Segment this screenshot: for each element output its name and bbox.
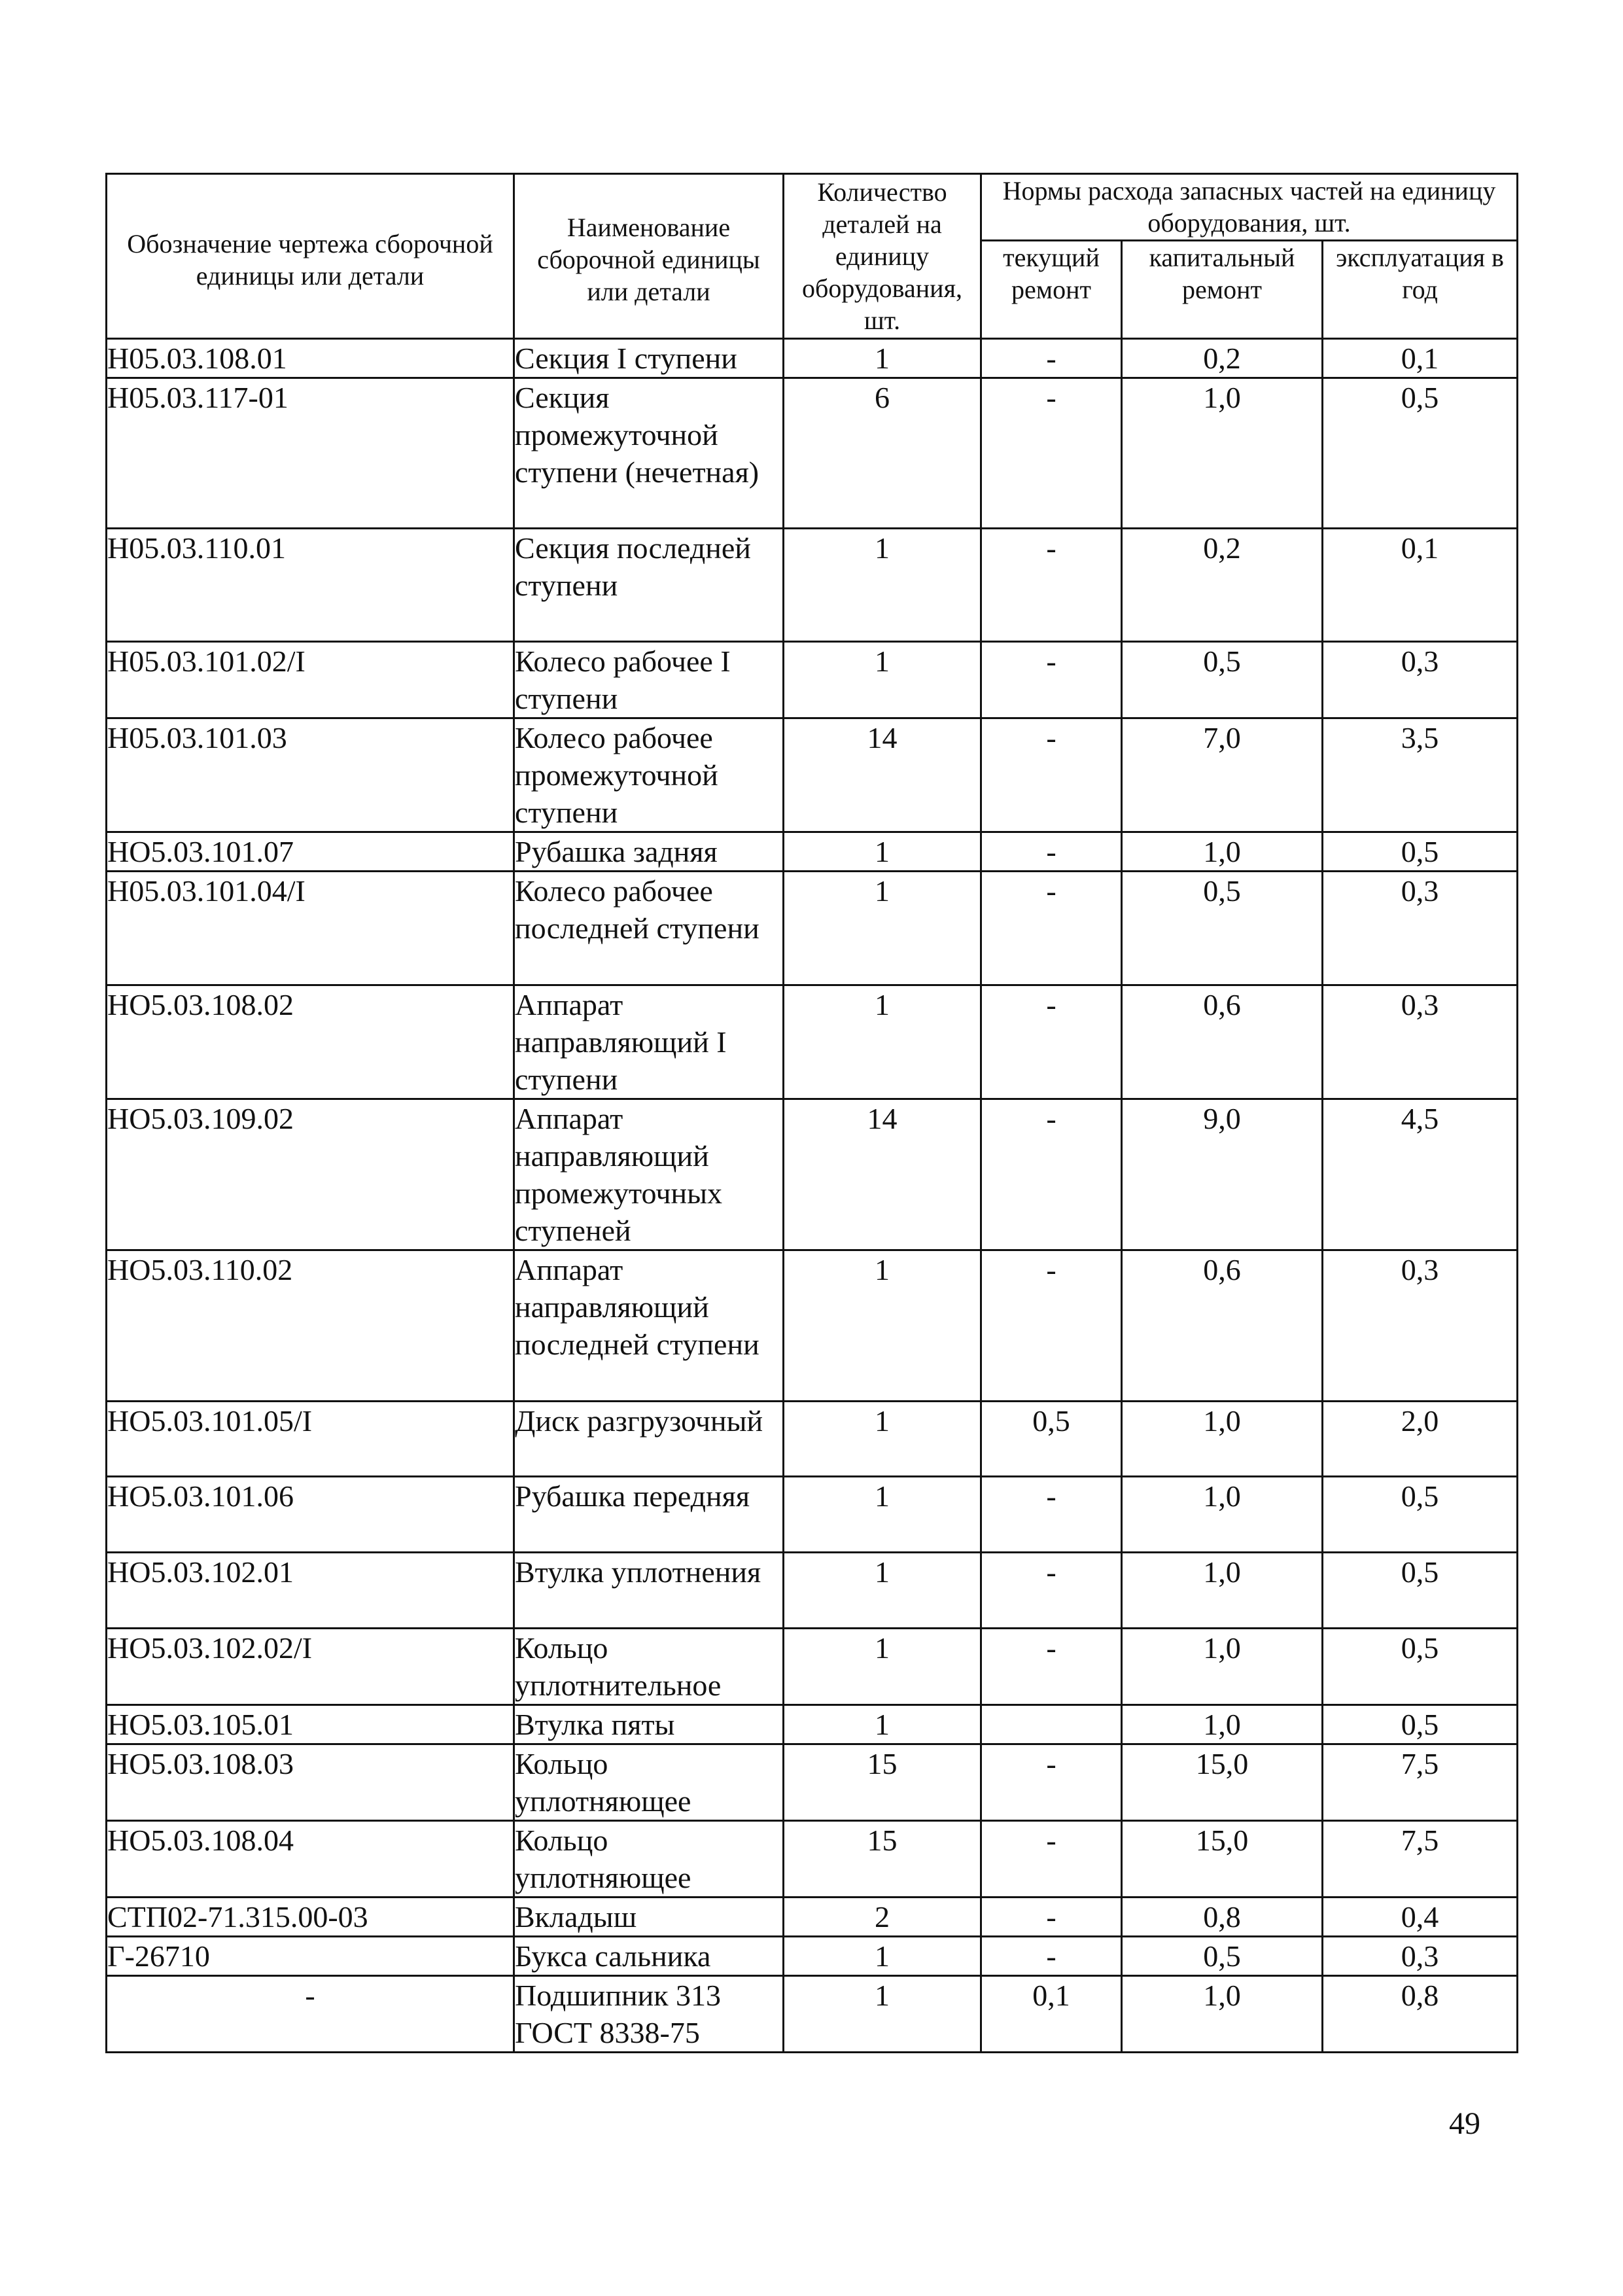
drawing-code-cell: НО5.03.101.05/I bbox=[107, 1402, 514, 1477]
current-repair-cell: - bbox=[981, 1898, 1122, 1937]
quantity-cell: 6 bbox=[784, 378, 981, 529]
part-name-cell: Рубашка передняя bbox=[514, 1477, 784, 1553]
drawing-code-cell: НО5.03.102.01 bbox=[107, 1553, 514, 1629]
part-name-cell: Втулка пяты bbox=[514, 1705, 784, 1744]
quantity-cell: 15 bbox=[784, 1821, 981, 1898]
operation-per-year-cell: 0,5 bbox=[1323, 1553, 1518, 1629]
quantity-cell: 1 bbox=[784, 1477, 981, 1553]
operation-per-year-cell: 0,4 bbox=[1323, 1898, 1518, 1937]
part-name-cell: Секция промежуточной ступени (нечетная) bbox=[514, 378, 784, 529]
page-number: 49 bbox=[1449, 2106, 1480, 2141]
current-repair-cell: - bbox=[981, 642, 1122, 718]
operation-per-year-cell: 0,1 bbox=[1323, 339, 1518, 378]
operation-per-year-cell: 7,5 bbox=[1323, 1744, 1518, 1821]
current-repair-cell: 0,1 bbox=[981, 1976, 1122, 2053]
quantity-cell: 1 bbox=[784, 1402, 981, 1477]
drawing-code-cell: НО5.03.108.02 bbox=[107, 985, 514, 1099]
capital-repair-cell: 1,0 bbox=[1122, 378, 1323, 529]
part-name-cell: Подшипник 313 ГОСТ 8338-75 bbox=[514, 1976, 784, 2053]
capital-repair-cell: 1,0 bbox=[1122, 1477, 1323, 1553]
current-repair-cell: - bbox=[981, 339, 1122, 378]
table-row bbox=[107, 1402, 1518, 1477]
capital-repair-cell: 0,5 bbox=[1122, 1937, 1323, 1976]
header-drawing-code: Обозначение чертежа сборочной единицы или детали bbox=[107, 174, 514, 339]
capital-repair-cell: 0,6 bbox=[1122, 985, 1323, 1099]
current-repair-cell: - bbox=[981, 1250, 1122, 1402]
operation-per-year-cell: 0,5 bbox=[1323, 832, 1518, 872]
table-row bbox=[107, 1898, 1518, 1937]
quantity-cell: 14 bbox=[784, 1099, 981, 1250]
current-repair-cell: - bbox=[981, 985, 1122, 1099]
quantity-cell: 1 bbox=[784, 529, 981, 642]
drawing-code-cell: Н05.03.101.04/I bbox=[107, 872, 514, 985]
table-row bbox=[107, 642, 1518, 718]
operation-per-year-cell: 0,5 bbox=[1323, 1705, 1518, 1744]
quantity-cell: 2 bbox=[784, 1898, 981, 1937]
operation-per-year-cell: 0,3 bbox=[1323, 642, 1518, 718]
quantity-cell: 1 bbox=[784, 1553, 981, 1629]
header-consumption-norms: Нормы расхода запасных частей на единицу оборудования, шт. bbox=[981, 174, 1518, 241]
operation-per-year-cell: 4,5 bbox=[1323, 1099, 1518, 1250]
header-quantity: Количество деталей на единицу оборудования, шт. bbox=[784, 174, 981, 339]
drawing-code-cell: НО5.03.101.07 bbox=[107, 832, 514, 872]
quantity-cell: 1 bbox=[784, 1705, 981, 1744]
header-capital-repair: капитальный ремонт bbox=[1122, 241, 1323, 339]
table-row bbox=[107, 1937, 1518, 1976]
table-body bbox=[107, 339, 1518, 2053]
capital-repair-cell: 1,0 bbox=[1122, 832, 1323, 872]
operation-per-year-cell: 0,3 bbox=[1323, 1937, 1518, 1976]
drawing-code-cell: НО5.03.105.01 bbox=[107, 1705, 514, 1744]
part-name-cell: Колесо рабочее I ступени bbox=[514, 642, 784, 718]
current-repair-cell: - bbox=[981, 1821, 1122, 1898]
operation-per-year-cell: 2,0 bbox=[1323, 1402, 1518, 1477]
part-name-cell: Кольцо уплотнительное bbox=[514, 1629, 784, 1705]
drawing-code-cell: НО5.03.110.02 bbox=[107, 1250, 514, 1402]
capital-repair-cell: 1,0 bbox=[1122, 1629, 1323, 1705]
quantity-cell: 1 bbox=[784, 872, 981, 985]
operation-per-year-cell: 0,3 bbox=[1323, 985, 1518, 1099]
part-name-cell: Аппарат направляющий последней ступени bbox=[514, 1250, 784, 1402]
current-repair-cell: - bbox=[981, 1477, 1122, 1553]
drawing-code-cell: Н05.03.101.02/I bbox=[107, 642, 514, 718]
capital-repair-cell: 1,0 bbox=[1122, 1976, 1323, 2053]
operation-per-year-cell: 0,1 bbox=[1323, 529, 1518, 642]
part-name-cell: Вкладыш bbox=[514, 1898, 784, 1937]
part-name-cell: Колесо рабочее последней ступени bbox=[514, 872, 784, 985]
capital-repair-cell: 0,5 bbox=[1122, 642, 1323, 718]
capital-repair-cell: 9,0 bbox=[1122, 1099, 1323, 1250]
part-name-cell: Кольцо уплотняющее bbox=[514, 1744, 784, 1821]
part-name-cell: Кольцо уплотняющее bbox=[514, 1821, 784, 1898]
capital-repair-cell: 7,0 bbox=[1122, 718, 1323, 832]
quantity-cell: 1 bbox=[784, 1250, 981, 1402]
current-repair-cell: - bbox=[981, 832, 1122, 872]
current-repair-cell: - bbox=[981, 1629, 1122, 1705]
part-name-cell: Аппарат направляющий I ступени bbox=[514, 985, 784, 1099]
capital-repair-cell: 0,5 bbox=[1122, 872, 1323, 985]
part-name-cell: Рубашка задняя bbox=[514, 832, 784, 872]
table-row bbox=[107, 1629, 1518, 1705]
header-part-name: Наименование сборочной единицы или детали bbox=[514, 174, 784, 339]
drawing-code-cell: Г-26710 bbox=[107, 1937, 514, 1976]
quantity-cell: 14 bbox=[784, 718, 981, 832]
capital-repair-cell: 15,0 bbox=[1122, 1821, 1323, 1898]
table-row bbox=[107, 1705, 1518, 1744]
quantity-cell: 1 bbox=[784, 339, 981, 378]
part-name-cell: Букса сальника bbox=[514, 1937, 784, 1976]
capital-repair-cell: 0,2 bbox=[1122, 339, 1323, 378]
quantity-cell: 15 bbox=[784, 1744, 981, 1821]
quantity-cell: 1 bbox=[784, 985, 981, 1099]
capital-repair-cell: 0,2 bbox=[1122, 529, 1323, 642]
current-repair-cell: - bbox=[981, 1937, 1122, 1976]
quantity-cell: 1 bbox=[784, 832, 981, 872]
quantity-cell: 1 bbox=[784, 1937, 981, 1976]
drawing-code-cell: - bbox=[107, 1976, 514, 2053]
current-repair-cell: - bbox=[981, 1099, 1122, 1250]
drawing-code-cell: СТП02-71.315.00-03 bbox=[107, 1898, 514, 1937]
operation-per-year-cell: 0,3 bbox=[1323, 1250, 1518, 1402]
capital-repair-cell: 0,8 bbox=[1122, 1898, 1323, 1937]
table-row bbox=[107, 872, 1518, 985]
table-row bbox=[107, 1099, 1518, 1250]
table-row bbox=[107, 985, 1518, 1099]
capital-repair-cell: 0,6 bbox=[1122, 1250, 1323, 1402]
table-row bbox=[107, 1821, 1518, 1898]
operation-per-year-cell: 0,5 bbox=[1323, 378, 1518, 529]
current-repair-cell: - bbox=[981, 718, 1122, 832]
part-name-cell: Диск разгрузочный bbox=[514, 1402, 784, 1477]
drawing-code-cell: НО5.03.108.03 bbox=[107, 1744, 514, 1821]
operation-per-year-cell: 3,5 bbox=[1323, 718, 1518, 832]
capital-repair-cell: 1,0 bbox=[1122, 1705, 1323, 1744]
operation-per-year-cell: 0,5 bbox=[1323, 1477, 1518, 1553]
current-repair-cell bbox=[981, 1705, 1122, 1744]
table-row bbox=[107, 718, 1518, 832]
part-name-cell: Втулка уплотнения bbox=[514, 1553, 784, 1629]
drawing-code-cell: НО5.03.109.02 bbox=[107, 1099, 514, 1250]
drawing-code-cell: НО5.03.108.04 bbox=[107, 1821, 514, 1898]
current-repair-cell: - bbox=[981, 378, 1122, 529]
table-row bbox=[107, 339, 1518, 378]
header-operation-per-year: эксплуатация в год bbox=[1323, 241, 1518, 339]
part-name-cell: Колесо рабочее промежуточной ступени bbox=[514, 718, 784, 832]
drawing-code-cell: Н05.03.101.03 bbox=[107, 718, 514, 832]
table-row bbox=[107, 1553, 1518, 1629]
table-row bbox=[107, 1744, 1518, 1821]
operation-per-year-cell: 0,5 bbox=[1323, 1629, 1518, 1705]
table-row bbox=[107, 832, 1518, 872]
drawing-code-cell: НО5.03.102.02/I bbox=[107, 1629, 514, 1705]
current-repair-cell: - bbox=[981, 872, 1122, 985]
table-row bbox=[107, 1250, 1518, 1402]
drawing-code-cell: Н05.03.108.01 bbox=[107, 339, 514, 378]
operation-per-year-cell: 7,5 bbox=[1323, 1821, 1518, 1898]
drawing-code-cell: Н05.03.110.01 bbox=[107, 529, 514, 642]
table-row bbox=[107, 529, 1518, 642]
capital-repair-cell: 1,0 bbox=[1122, 1553, 1323, 1629]
drawing-code-cell: НО5.03.101.06 bbox=[107, 1477, 514, 1553]
capital-repair-cell: 1,0 bbox=[1122, 1402, 1323, 1477]
operation-per-year-cell: 0,8 bbox=[1323, 1976, 1518, 2053]
quantity-cell: 1 bbox=[784, 642, 981, 718]
header-current-repair: текущий ремонт bbox=[981, 241, 1122, 339]
table-row bbox=[107, 1976, 1518, 2053]
current-repair-cell: - bbox=[981, 1553, 1122, 1629]
part-name-cell: Секция I ступени bbox=[514, 339, 784, 378]
current-repair-cell: - bbox=[981, 1744, 1122, 1821]
operation-per-year-cell: 0,3 bbox=[1323, 872, 1518, 985]
capital-repair-cell: 15,0 bbox=[1122, 1744, 1323, 1821]
spare-parts-table bbox=[105, 173, 1518, 2053]
current-repair-cell: - bbox=[981, 529, 1122, 642]
part-name-cell: Аппарат направляющий промежуточных ступеней bbox=[514, 1099, 784, 1250]
table-row bbox=[107, 378, 1518, 529]
table-row bbox=[107, 1477, 1518, 1553]
current-repair-cell: 0,5 bbox=[981, 1402, 1122, 1477]
part-name-cell: Секция последней ступени bbox=[514, 529, 784, 642]
quantity-cell: 1 bbox=[784, 1976, 981, 2053]
table-header bbox=[107, 174, 1518, 339]
quantity-cell: 1 bbox=[784, 1629, 981, 1705]
drawing-code-cell: Н05.03.117-01 bbox=[107, 378, 514, 529]
